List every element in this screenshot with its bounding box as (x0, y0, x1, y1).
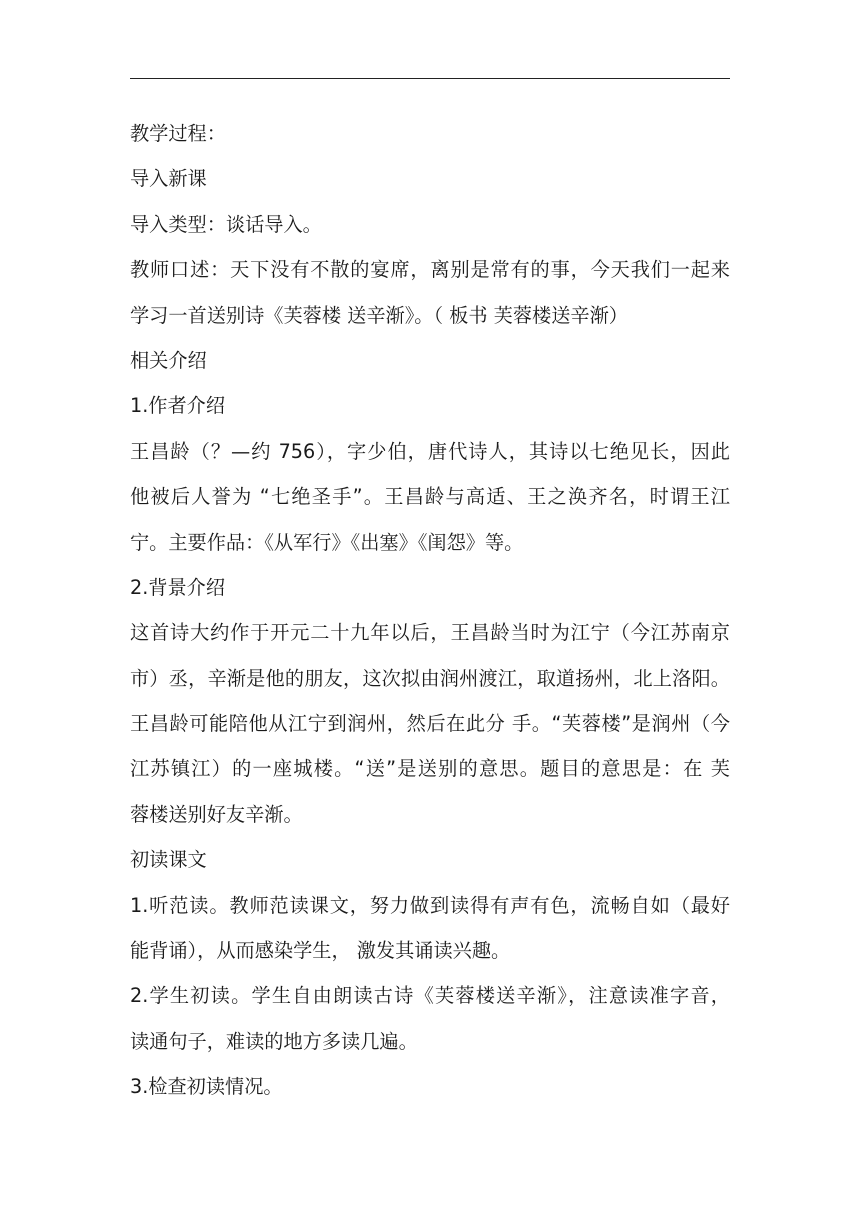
text-line: 3.检查初读情况。 (130, 1075, 283, 1099)
text-line: 他被后人誉为 “七绝圣手”。王昌龄与高适、王之涣齐名，时谓王江 (130, 485, 730, 509)
text-line: 2.学生初读。学生自由朗读古诗《芙蓉楼送辛渐》，注意读准字音， (130, 984, 730, 1008)
text-line: 学习一首送别诗《芙蓉楼 送辛渐》。（ 板书 芙蓉楼送辛渐） (130, 303, 628, 327)
text-line: 江苏镇江）的一座城楼。“送”是送别的意思。题目的意思是：在 芙 (130, 757, 730, 781)
text-line: 教学过程： (130, 122, 226, 145)
text-line: 王昌龄可能陪他从江宁到润州，然后在此分 手。“芙蓉楼”是润州（今 (130, 712, 730, 736)
text-line: 蓉楼送别好友辛渐。 (130, 802, 303, 826)
text-line: 2.背景介绍 (130, 575, 226, 599)
text-line: 这首诗大约作于开元二十九年以后，王昌龄当时为江宁（今江苏南京 (130, 621, 730, 645)
text-line: 宁。主要作品：《从军行》《出塞》《闺怨》等。 (130, 530, 524, 554)
text-line: 能背诵），从而感染学生， 激发其诵读兴趣。 (130, 939, 511, 963)
document-body (130, 111, 730, 1110)
text-line: 1.作者介绍 (130, 394, 226, 418)
text-line: 导入新课 (130, 167, 207, 191)
text-line: 初读课文 (130, 848, 207, 872)
text-line: 读通句子，难读的地方多读几遍。 (130, 1029, 418, 1053)
text-line: 教师口述：天下没有不散的宴席，离别是常有的事，今天我们一起来 (130, 258, 730, 282)
text-line: 导入类型：谈话导入。 (130, 212, 322, 236)
header-rule (130, 78, 730, 79)
text-line: 1.听范读。教师范读课文，努力做到读得有声有色，流畅自如（最好 (130, 893, 730, 917)
text-line: 相关介绍 (130, 348, 207, 372)
text-line: 市）丞，辛渐是他的朋友，这次拟由润州渡江，取道扬州，北上洛阳。 (130, 666, 730, 690)
text-line: 王昌龄（？—约 756），字少伯，唐代诗人，其诗以七绝见长，因此 (130, 439, 730, 463)
